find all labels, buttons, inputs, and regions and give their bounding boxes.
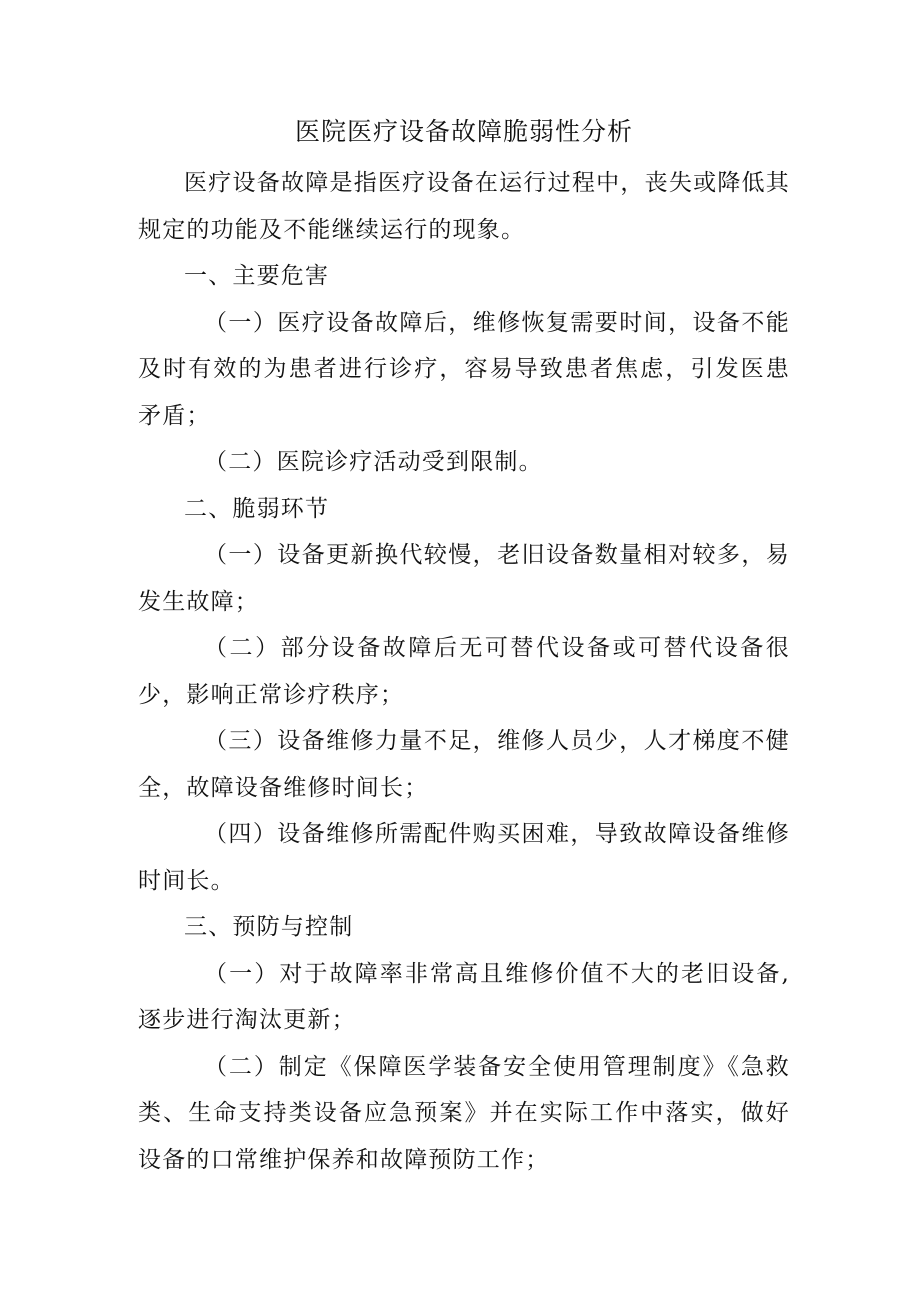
- weak-link-item-3: （三）设备维修力量不足，维修人员少，人才梯度不健全，故障设备维修时间长；: [138, 728, 790, 801]
- weak-link-item-4: （四）设备维修所需配件购买困难，导致故障设备维修时间长。: [138, 821, 790, 894]
- harm-item-1: （一）医疗设备故障后，维修恢复需要时间，设备不能及时有效的为患者进行诊疗，容易导致患者焦虑，引发医患矛盾；: [138, 309, 790, 429]
- section-heading-prevention: 三、预防与控制: [184, 914, 354, 940]
- document-title: 医院医疗设备故障脆弱性分析: [294, 117, 633, 146]
- intro-paragraph: 医疗设备故障是指医疗设备在运行过程中，丧失或降低其规定的功能及不能继续运行的现象。: [138, 170, 790, 243]
- weak-link-item-2: （二）部分设备故障后无可替代设备或可替代设备很少，影响正常诊疗秩序；: [138, 635, 790, 708]
- document-body: [138, 112, 790, 1183]
- prevention-item-1: （一）对于故障率非常高且维修价值不大的老旧设备,逐步进行淘汰更新；: [138, 960, 790, 1033]
- weak-link-item-1: （一）设备更新换代较慢，老旧设备数量相对较多，易发生故障；: [138, 542, 790, 615]
- section-heading-weak-links: 二、脆弱环节: [184, 495, 330, 522]
- prevention-item-2: （二）制定《保障医学装备安全使用管理制度》《急救类、生命支持类设备应急预案》并在实际工作中落实，做好设备的口常维护保养和故障预防工作；: [138, 1053, 790, 1173]
- harm-item-2: （二）医院诊疗活动受到限制。: [204, 449, 543, 475]
- section-heading-harm: 一、主要危害: [184, 263, 330, 289]
